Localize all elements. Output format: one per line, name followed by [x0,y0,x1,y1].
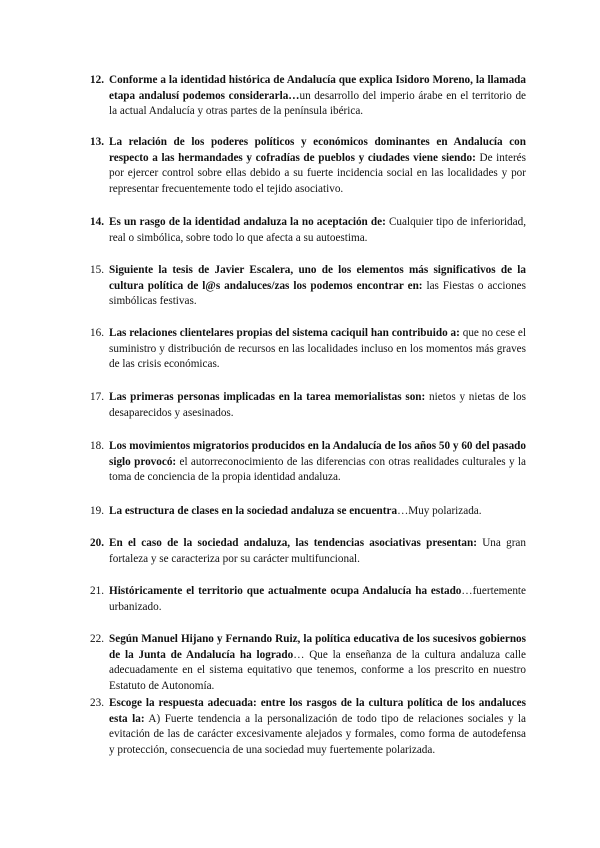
question-body [109,215,526,246]
question-22 [90,632,526,694]
question-body [109,439,526,486]
question-19 [90,504,526,520]
question-number: 12. [90,74,104,86]
question-answer: el autorreconocimiento de las diferencias con otras realidades culturales y la toma de conciencia de la propia identidad andaluza. [109,455,526,484]
question-number: 17. [90,391,104,403]
question-14 [90,215,526,246]
question-answer: De interés por ejercer control sobre ellas debido a su fuerte incidencia social en las localidades y por representar frecuentemente todo el tejido asociativo. [109,151,527,195]
question-17 [90,390,526,421]
question-answer: Una gran fortaleza y se caracteriza por su carácter multifuncional. [109,537,526,565]
question-number: 14. [90,216,104,228]
question-lead: Según Manuel Hijano y Fernando Ruiz, la política educativa de los sucesivos gobiernos de la Junta de Andalucía ha logrado [109,633,526,661]
question-lead: Es un rasgo de la identidad andaluza la no aceptación de: [109,216,386,228]
question-lead: Escoge la respuesta adecuada: entre los rasgos de la cultura política de los andaluces esta la: [109,697,526,725]
question-answer: un desarrollo del imperio árabe en el territorio de la actual Andalucía y otras partes de la península ibérica. [109,89,526,118]
question-number: 18. [90,440,104,452]
question-lead: Los movimientos migratorios producidos en la Andalucía de los años 50 y 60 del pasado siglo provocó: [109,440,526,468]
question-body [109,263,526,310]
question-lead: Las relaciones clientelares propias del sistema caciquil han contribuido a: [109,327,460,339]
question-number: 16. [90,327,104,339]
question-answer: …Muy polarizada. [397,505,482,517]
question-number: 13. [90,136,104,148]
question-number: 15. [90,264,104,276]
question-answer: A) Fuerte tendencia a la personalización de todo tipo de relaciones sociales y la evitación de las de carácter excesivamente alejados y formales, como forma de autodefensa y protección, consecuencia de una sociedad muy fuertemente polarizada. [109,712,526,756]
question-body [109,696,526,758]
question-answer: …fuertemente urbanizado. [109,585,526,613]
question-18 [90,439,526,486]
question-body [109,632,526,694]
question-body [109,326,526,373]
question-number: 21. [90,585,104,597]
question-lead: Conforme a la identidad histórica de Andalucía que explica Isidoro Moreno, la llamada etapa andalusí podemos considerarla… [109,74,526,102]
question-12 [90,73,526,120]
question-lead: Siguiente la tesis de Javier Escalera, uno de los elementos más significativos de la cultura política de l@s andaluces/zas los podemos encontrar en: [109,264,526,292]
question-body [109,390,526,421]
question-lead: La estructura de clases en la sociedad andaluza se encuentra [109,505,398,517]
question-body [109,135,526,197]
question-lead: La relación de los poderes políticos y económicos dominantes en Andalucía con respecto a las hermandades y cofradías de pueblos y ciudades viene siendo: [109,136,526,164]
question-answer: las Fiestas o acciones simbólicas festivas. [109,279,526,308]
question-number: 20. [90,537,104,549]
question-answer: … Que la enseñanza de la cultura andaluza calle adecuadamente en el sistema equitativo que tenemos, conforme a los prescrito en nuestro Estatuto de Autonomía. [109,648,526,692]
question-answer: nietos y nietas de los desaparecidos y asesinados. [109,391,526,419]
question-16 [90,326,526,373]
question-13 [90,135,526,197]
question-23 [90,696,526,758]
question-body [109,73,526,120]
question-answer: Cualquier tipo de inferioridad, real o simbólica, sobre todo lo que afecta a su autoestima. [109,216,527,244]
question-lead: Históricamente el territorio que actualmente ocupa Andalucía ha estado [109,585,462,597]
question-20 [90,536,526,567]
question-body [109,584,526,615]
question-number: 22. [90,633,104,645]
question-body [109,504,526,520]
question-15 [90,263,526,310]
question-number: 23. [90,697,104,709]
question-body [109,536,526,567]
question-answer: que no cese el suministro y distribución de recursos en las localidades incluso en los momentos más graves de las crisis económicas. [109,327,526,371]
question-number: 19. [90,505,104,517]
question-lead: Las primeras personas implicadas en la tarea memorialistas son: [109,391,426,403]
question-21 [90,584,526,615]
question-lead: En el caso de la sociedad andaluza, las tendencias asociativas presentan: [109,537,477,549]
